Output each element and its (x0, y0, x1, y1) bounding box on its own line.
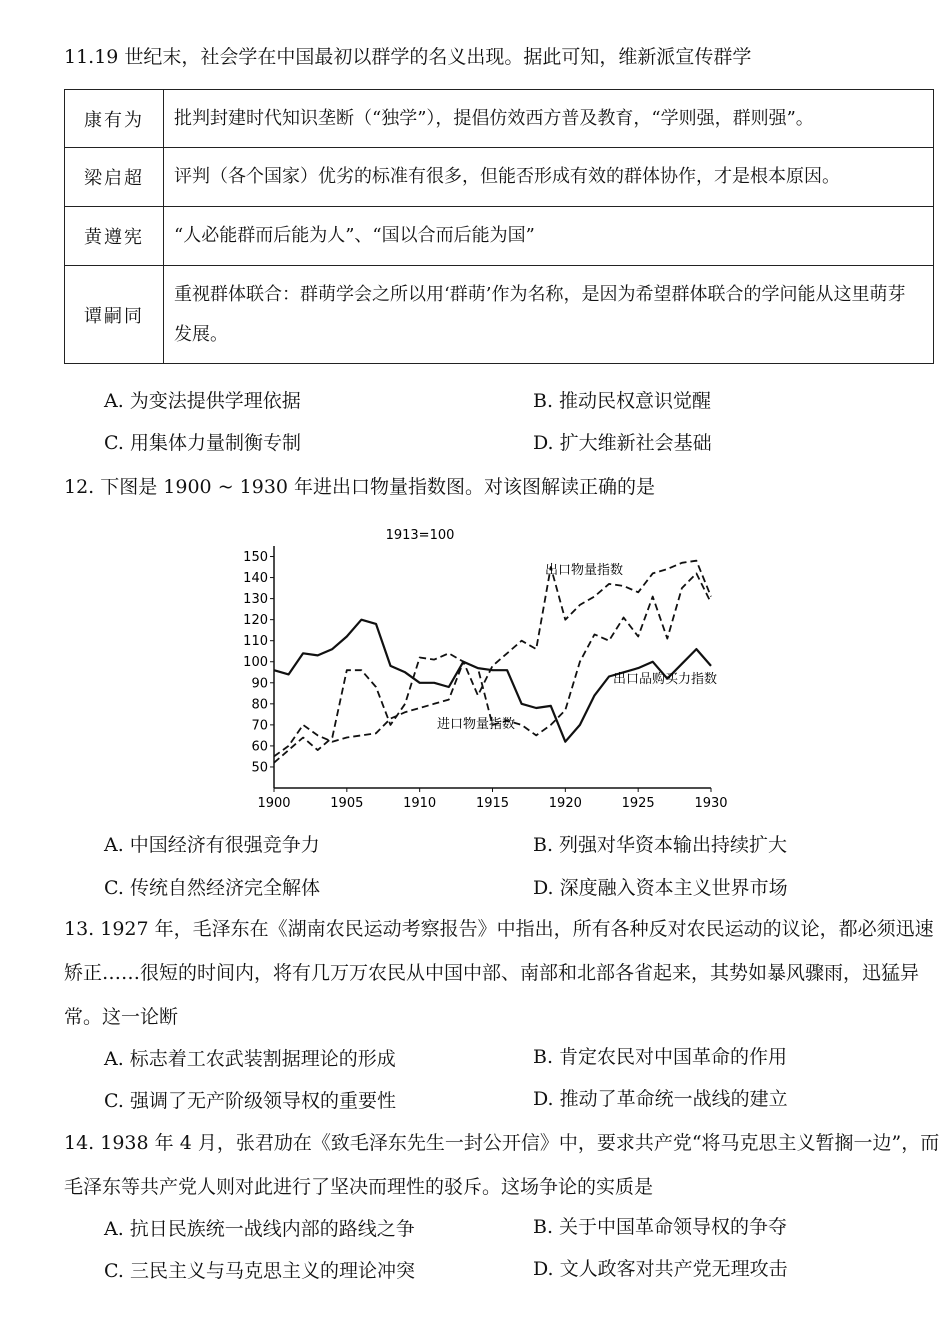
row-text: 批判封建时代知识垄断（“独学”），提倡仿效西方普及教育，“学则强，群则强”。 (164, 90, 934, 148)
y-tick-label: 110 (243, 634, 268, 650)
y-tick-label: 80 (251, 697, 268, 713)
y-tick-label: 60 (251, 739, 268, 755)
series-export-volume-line (274, 561, 711, 763)
y-tick-label: 140 (243, 571, 268, 587)
q13-option-d[interactable]: D. 推动了革命统一战线的建立 (533, 1088, 788, 1110)
q14-option-c[interactable]: C. 三民主义与马克思主义的理论冲突 (104, 1260, 415, 1282)
x-tick-label: 1915 (475, 796, 510, 811)
q14-line1: 14. 1938 年 4 月，张君劢在《致毛泽东先生一封公开信》中，要求共产党“将马克思主义暂搁一边”，而 (64, 1132, 940, 1154)
q11-option-c[interactable]: C. 用集体力量制衡专制 (104, 432, 301, 454)
table-row (65, 90, 934, 148)
row-name: 梁启超 (65, 148, 164, 207)
y-tick-label: 150 (243, 550, 268, 566)
x-tick-label: 1900 (257, 796, 291, 811)
row-name: 黄遵宪 (65, 207, 164, 266)
y-tick-label: 100 (243, 655, 268, 671)
table-row (65, 266, 934, 364)
x-tick-label: 1920 (548, 796, 582, 811)
series-label-purchasing: 出口品购买力指数 (613, 672, 718, 687)
y-tick-label: 70 (251, 718, 268, 734)
q11-stem: 11.19 世纪末，社会学在中国最初以群学的名义出现。据此可知，维新派宣传群学 (64, 46, 752, 68)
q13-option-a[interactable]: A. 标志着工农武装割据理论的形成 (104, 1048, 396, 1070)
chart-series (274, 561, 711, 763)
table-row (65, 207, 934, 266)
q13-option-c[interactable]: C. 强调了无产阶级领导权的重要性 (104, 1090, 396, 1112)
x-tick-label: 1925 (621, 796, 655, 811)
x-tick-label: 1905 (330, 796, 364, 811)
q14-option-a[interactable]: A. 抗日民族统一战线内部的路线之争 (104, 1218, 415, 1240)
row-text: 评判（各个国家）优劣的标准有很多，但能否形成有效的群体协作，才是根本原因。 (164, 148, 934, 207)
y-tick-label: 130 (243, 592, 268, 608)
row-text: 重视群体联合：群萌学会之所以用‘群萌’作为名称，是因为希望群体联合的学问能从这里萌芽发展。 (164, 266, 934, 364)
series-label-import: 进口物量指数 (437, 717, 516, 732)
q12-option-b[interactable]: B. 列强对华资本输出持续扩大 (533, 834, 788, 856)
trade-index-chart (230, 520, 750, 815)
q14-option-d[interactable]: D. 文人政客对共产党无理攻击 (533, 1258, 788, 1280)
q11-option-d[interactable]: D. 扩大维新社会基础 (533, 432, 712, 454)
x-tick-label: 1910 (403, 796, 437, 811)
q13-option-b[interactable]: B. 肯定农民对中国革命的作用 (533, 1046, 788, 1068)
q12-option-d[interactable]: D. 深度融入资本主义世界市场 (533, 877, 788, 899)
q12-option-c[interactable]: C. 传统自然经济完全解体 (104, 877, 320, 899)
row-name: 康有为 (65, 90, 164, 148)
table-row (65, 148, 934, 207)
q11-option-a[interactable]: A. 为变法提供学理依据 (104, 390, 301, 412)
q12-stem: 12. 下图是 1900 ~ 1930 年进出口物量指数图。对该图解读正确的是 (64, 476, 656, 498)
q14-option-b[interactable]: B. 关于中国革命领导权的争夺 (533, 1216, 788, 1238)
y-tick-label: 90 (251, 676, 268, 692)
q13-line1: 13. 1927 年，毛泽东在《湖南农民运动考察报告》中指出，所有各种反对农民运动的议论，都必须迅速 (64, 918, 934, 940)
chart-title: 1913=100 (385, 528, 455, 543)
y-tick-label: 120 (243, 613, 268, 629)
y-tick-label: 50 (251, 760, 268, 776)
q12-option-a[interactable]: A. 中国经济有很强竞争力 (104, 834, 320, 856)
q13-line2: 矫正……很短的时间内，将有几万万农民从中国中部、南部和北部各省起来，其势如暴风骤雨，迅猛异 (64, 962, 920, 984)
row-name: 谭嗣同 (65, 266, 164, 364)
q11-option-b[interactable]: B. 推动民权意识觉醒 (533, 390, 712, 412)
series-label-export: 出口物量指数 (545, 563, 624, 578)
row-text: “人必能群而后能为人”、“国以合而后能为国” (164, 207, 934, 266)
q14-line2: 毛泽东等共产党人则对此进行了坚决而理性的驳斥。这场争论的实质是 (64, 1176, 654, 1198)
x-tick-label: 1930 (694, 796, 728, 811)
q11-table (64, 89, 934, 364)
q13-line3: 常。这一论断 (64, 1006, 179, 1028)
